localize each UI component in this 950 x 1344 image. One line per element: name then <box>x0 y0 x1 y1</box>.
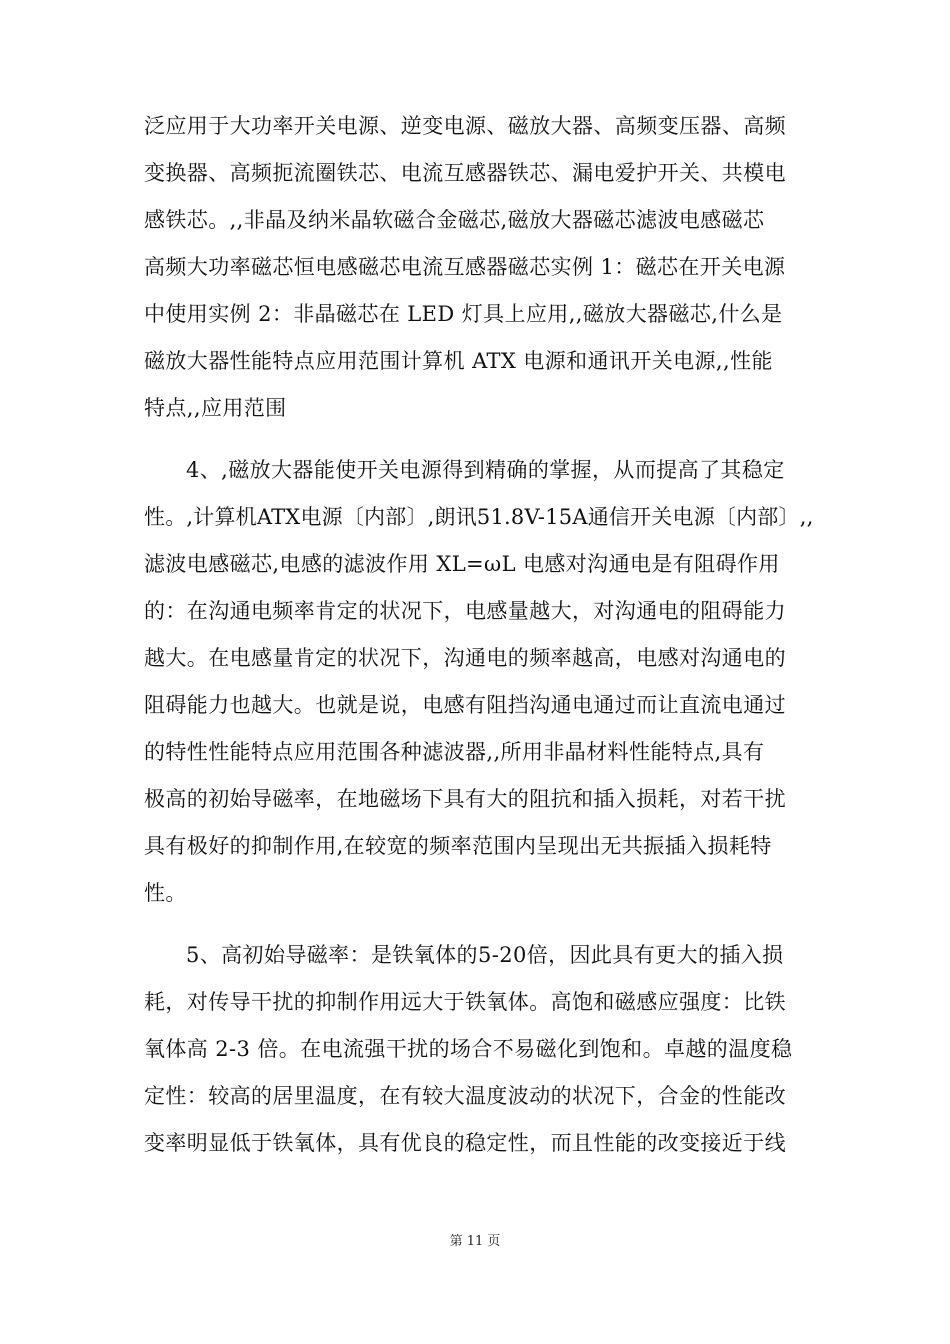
text-line: 性。,计算机ATX电源〔内部〕,朗讯51.8V-15A通信开关电源〔内部〕,, <box>144 505 814 529</box>
text-line: 氧体高 2-3 倍。在电流强干扰的场合不易磁化到饱和。卓越的温度稳 <box>144 1037 793 1061</box>
text-line: 变率明显低于铁氧体，具有优良的稳定性，而且性能的改变接近于线 <box>144 1131 786 1155</box>
document-body <box>144 103 820 1167</box>
text-line: 耗，对传导干扰的抑制作用远大于铁氧体。高饱和磁感应强度：比铁 <box>144 990 786 1014</box>
text-line: 极高的初始导磁率，在地磁场下具有大的阻抗和插入损耗，对若干扰 <box>144 787 786 811</box>
text-line: 5、高初始导磁率：是铁氧体的5-20倍，因此具有更大的插入损 <box>186 943 784 967</box>
text-line: 的特性性能特点应用范围各种滤波器,,所用非晶材料性能特点,具有 <box>144 740 765 764</box>
text-line: 特点,,应用范围 <box>144 396 287 420</box>
paragraph-2 <box>144 447 820 917</box>
text-line: 滤波电感磁芯,电感的滤波作用 XL=ωL 电感对沟通电是有阻碍作用 <box>144 552 780 576</box>
paragraph-3 <box>144 932 820 1167</box>
text-line: 定性：较高的居里温度，在有较大温度波动的状况下，合金的性能改 <box>144 1084 786 1108</box>
text-line: 感铁芯。,,非晶及纳米晶软磁合金磁芯,磁放大器磁芯滤波电感磁芯 <box>144 208 765 232</box>
text-line: 阻碍能力也越大。也就是说，电感有阻挡沟通电通过而让直流电通过 <box>144 693 786 717</box>
text-line: 泛应用于大功率开关电源、逆变电源、磁放大器、高频变压器、高频 <box>144 114 786 138</box>
text-line: 具有极好的抑制作用,在较宽的频率范围内呈现出无共振插入损耗特 <box>144 834 772 858</box>
text-line: 性。 <box>144 881 187 905</box>
text-line: 中使用实例 2：非晶磁芯在 LED 灯具上应用,,磁放大器磁芯,什么是 <box>144 302 783 326</box>
text-line: 变换器、高频扼流圈铁芯、电流互感器铁芯、漏电爱护开关、共模电 <box>144 161 786 185</box>
text-line: 4、,磁放大器能使开关电源得到精确的掌握，从而提高了其稳定 <box>186 458 785 482</box>
page-number: 第 11 页 <box>449 1234 501 1249</box>
text-line: 高频大功率磁芯恒电感磁芯电流互感器磁芯实例 1：磁芯在开关电源 <box>144 255 786 279</box>
text-line: 磁放大器性能特点应用范围计算机 ATX 电源和通讯开关电源,,性能 <box>144 349 773 373</box>
paragraph-1 <box>144 103 820 432</box>
paragraph-gap <box>144 432 820 447</box>
paragraph-gap <box>144 917 820 932</box>
text-line: 越大。在电感量肯定的状况下，沟通电的频率越高，电感对沟通电的 <box>144 646 786 670</box>
text-line: 的：在沟通电频率肯定的状况下，电感量越大，对沟通电的阻碍能力 <box>144 599 786 623</box>
